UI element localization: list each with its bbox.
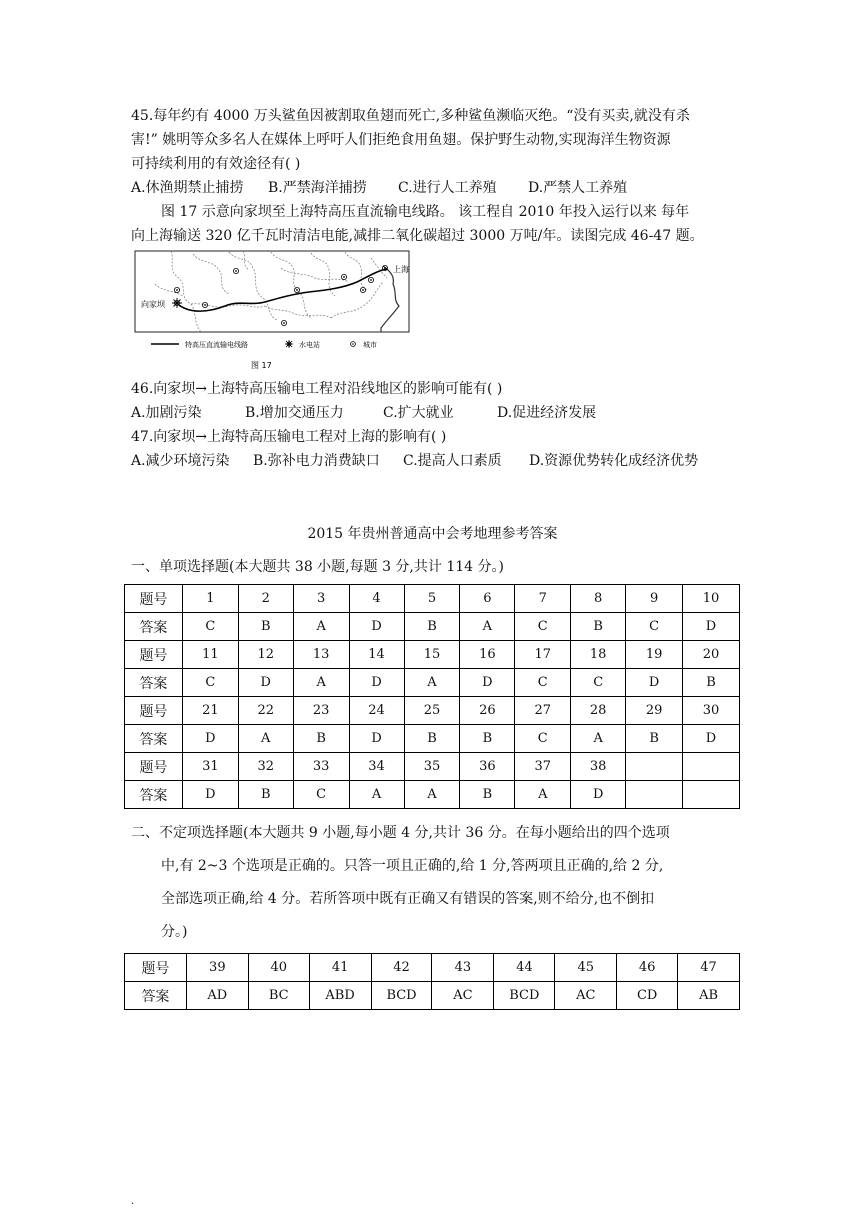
table-cell: 41: [309, 954, 371, 982]
table-cell: 45: [555, 954, 617, 982]
table-cell: [626, 753, 683, 781]
section2-line-3: 全部选项正确,给 4 分。若所答项中既有正确又有错误的答案,则不给分,也不倒扣: [161, 891, 655, 907]
table-cell: C: [515, 613, 571, 641]
table-cell: 19: [626, 641, 683, 669]
table-cell: 2: [238, 585, 293, 613]
label-shanghai: 上海: [393, 265, 409, 274]
table-cell: 34: [349, 753, 404, 781]
q45-option-d: D.严禁人工养殖: [528, 180, 628, 196]
table-cell: 5: [404, 585, 460, 613]
q45-option-b: B.严禁海洋捕捞: [268, 180, 367, 196]
table-cell: [626, 781, 683, 809]
city-markers: [174, 265, 387, 325]
table-cell: 24: [349, 697, 404, 725]
table-cell: B: [404, 613, 460, 641]
section1-table-body: [125, 585, 740, 809]
table-cell: AC: [555, 982, 617, 1010]
table-cell: A: [571, 725, 626, 753]
table-cell: 18: [571, 641, 626, 669]
table-cell: 25: [404, 697, 460, 725]
section2-instructions: [131, 817, 746, 949]
table-cell: A: [238, 725, 293, 753]
section2-line-4: 分。): [161, 924, 188, 940]
table-cell: C: [515, 725, 571, 753]
intro-line-1: 图 17 示意向家坝至上海特高压直流输电线路。 该工程自 2010 年投入运行以来 每年: [161, 204, 690, 220]
table-cell: 42: [371, 954, 432, 982]
q46-options: [131, 403, 596, 423]
table-cell: 11: [182, 641, 238, 669]
section1-heading: 一、单项选择题(本大题共 38 小题,每题 3 分,共计 114 分。): [131, 559, 504, 575]
table-cell: B: [571, 613, 626, 641]
table-cell: 27: [515, 697, 571, 725]
table-cell: [683, 781, 740, 809]
table-cell: 31: [182, 753, 238, 781]
city-icon: [368, 277, 373, 282]
province-borders: [155, 251, 387, 332]
answer-key-title: 2015 年贵州普通高中会考地理参考答案: [307, 526, 558, 542]
table-cell: 38: [571, 753, 626, 781]
table-cell: 6: [460, 585, 515, 613]
table-cell: 10: [683, 585, 740, 613]
table-cell: AC: [432, 982, 494, 1010]
q45-options: [131, 178, 627, 198]
table-cell: 7: [515, 585, 571, 613]
q46-option-d: D.促进经济发展: [497, 405, 597, 421]
answer-row: [125, 781, 740, 809]
table-cell: ABD: [309, 982, 371, 1010]
figure-17-map: [131, 248, 413, 372]
table-cell: 12: [238, 641, 293, 669]
table-cell: B: [293, 725, 349, 753]
city-icon: [294, 287, 299, 292]
label-xiangjiaba: 向家坝: [141, 300, 165, 309]
answer-row: [125, 725, 740, 753]
table-cell: CD: [617, 982, 678, 1010]
table-cell: A: [404, 669, 460, 697]
table-cell: 30: [683, 697, 740, 725]
table-cell: 23: [293, 697, 349, 725]
question-number-row: [125, 954, 740, 982]
table-cell: 46: [617, 954, 678, 982]
table-cell: D: [349, 613, 404, 641]
row-label: 答案: [125, 613, 183, 641]
q45-line-3: 可持续利用的有效途径有( ): [131, 156, 301, 172]
table-cell: 32: [238, 753, 293, 781]
table-cell: [683, 753, 740, 781]
table-cell: 44: [494, 954, 555, 982]
table-cell: C: [571, 669, 626, 697]
table-cell: 21: [182, 697, 238, 725]
q47-option-c: C.提高人口素质: [403, 453, 502, 469]
table-cell: C: [293, 781, 349, 809]
answer-row: [125, 982, 740, 1010]
table-cell: A: [293, 669, 349, 697]
table-cell: 47: [678, 954, 740, 982]
table-cell: D: [182, 725, 238, 753]
question-number-row: [125, 697, 740, 725]
city-icon: [281, 320, 286, 325]
table-cell: A: [460, 613, 515, 641]
hydro-station-icon: [172, 298, 182, 308]
q47-stem: 47.向家坝→上海特高压输电工程对上海的影响有( ): [131, 429, 447, 445]
map-frame: [135, 251, 409, 332]
row-label: 题号: [125, 954, 187, 982]
table-cell: 37: [515, 753, 571, 781]
table-cell: 17: [515, 641, 571, 669]
table-cell: C: [515, 669, 571, 697]
q46-stem: 46.向家坝→上海特高压输电工程对沿线地区的影响可能有( ): [131, 381, 503, 397]
footer-dot: .: [131, 1196, 135, 1207]
section2-line-1: 二、不定项选择题(本大题共 9 小题,每小题 4 分,共计 36 分。在每小题给出的四个选项: [131, 825, 670, 841]
section2-line-2: 中,有 2~3 个选项是正确的。只答一项且正确的,给 1 分,答两项且正确的,给 2 分,: [161, 858, 664, 874]
table-cell: A: [293, 613, 349, 641]
q47-option-b: B.弥补电力消费缺口: [253, 453, 380, 469]
table-cell: B: [460, 781, 515, 809]
city-icon: [341, 274, 346, 279]
section2-table-body: [125, 954, 740, 1010]
table-cell: 33: [293, 753, 349, 781]
question-number-row: [125, 753, 740, 781]
table-cell: D: [182, 781, 238, 809]
table-cell: 35: [404, 753, 460, 781]
table-cell: D: [683, 613, 740, 641]
table-cell: 29: [626, 697, 683, 725]
table-cell: AD: [186, 982, 248, 1010]
q47-options: [131, 451, 698, 471]
q45-option-a: A.休渔期禁止捕捞: [131, 180, 244, 196]
table-cell: B: [238, 613, 293, 641]
q46-option-a: A.加剧污染: [131, 405, 202, 421]
section2-answer-table: [124, 953, 740, 1010]
q46-option-c: C.扩大就业: [383, 405, 454, 421]
table-cell: D: [460, 669, 515, 697]
table-cell: 15: [404, 641, 460, 669]
table-cell: 9: [626, 585, 683, 613]
table-cell: 43: [432, 954, 494, 982]
table-cell: B: [626, 725, 683, 753]
answer-row: [125, 613, 740, 641]
section1-answer-table: [124, 584, 740, 809]
legend-hydro-label: 水电站: [299, 341, 320, 349]
table-cell: A: [349, 781, 404, 809]
table-cell: 39: [186, 954, 248, 982]
table-cell: B: [683, 669, 740, 697]
table-cell: BCD: [494, 982, 555, 1010]
table-cell: D: [571, 781, 626, 809]
table-cell: B: [238, 781, 293, 809]
figure-caption: 图 17: [251, 361, 272, 370]
table-cell: B: [460, 725, 515, 753]
row-label: 答案: [125, 725, 183, 753]
row-label: 题号: [125, 585, 183, 613]
table-cell: 16: [460, 641, 515, 669]
table-cell: 26: [460, 697, 515, 725]
q46-option-b: B.增加交通压力: [245, 405, 344, 421]
table-cell: 20: [683, 641, 740, 669]
table-cell: D: [238, 669, 293, 697]
answer-row: [125, 669, 740, 697]
legend-line-label: 特高压直流输电线路: [185, 341, 248, 349]
legend-hydro-icon: [285, 340, 293, 348]
row-label: 题号: [125, 753, 183, 781]
row-label: 答案: [125, 669, 183, 697]
city-icon: [360, 287, 365, 292]
table-cell: BC: [248, 982, 309, 1010]
table-cell: 28: [571, 697, 626, 725]
table-cell: 4: [349, 585, 404, 613]
table-cell: AB: [678, 982, 740, 1010]
table-cell: D: [349, 669, 404, 697]
table-cell: A: [404, 781, 460, 809]
question-number-row: [125, 641, 740, 669]
table-cell: 40: [248, 954, 309, 982]
table-cell: D: [349, 725, 404, 753]
row-label: 答案: [125, 982, 187, 1010]
q45-line-2: 害!” 姚明等众多名人在媒体上呼吁人们拒绝食用鱼翅。保护野生动物,实现海洋生物资源: [131, 132, 671, 148]
city-icon: [233, 268, 238, 273]
city-icon: [174, 287, 179, 292]
legend-city-icon: [351, 342, 356, 347]
table-cell: C: [182, 613, 238, 641]
table-cell: A: [515, 781, 571, 809]
intro-line-2: 向上海输送 320 亿千瓦时清洁电能,减排二氧化碳超过 3000 万吨/年。读图完成 46-47 题。: [131, 228, 704, 244]
q45-line-1: 45.每年约有 4000 万头鲨鱼因被割取鱼翅而死亡,多种鲨鱼濒临灭绝。“没有买卖,就没有杀: [131, 108, 690, 124]
legend-city-label: 城市: [363, 341, 377, 349]
row-label: 题号: [125, 641, 183, 669]
q45-option-c: C.进行人工养殖: [398, 180, 497, 196]
table-cell: 8: [571, 585, 626, 613]
uhv-transmission-line: [179, 269, 387, 311]
table-cell: 1: [182, 585, 238, 613]
q47-option-d: D.资源优势转化成经济优势: [529, 453, 699, 469]
table-cell: C: [182, 669, 238, 697]
table-cell: 3: [293, 585, 349, 613]
table-cell: BCD: [371, 982, 432, 1010]
row-label: 题号: [125, 697, 183, 725]
row-label: 答案: [125, 781, 183, 809]
coastline: [381, 266, 399, 332]
question-number-row: [125, 585, 740, 613]
table-cell: 22: [238, 697, 293, 725]
table-cell: 14: [349, 641, 404, 669]
table-cell: C: [626, 613, 683, 641]
table-cell: D: [626, 669, 683, 697]
table-cell: 36: [460, 753, 515, 781]
q47-option-a: A.减少环境污染: [131, 453, 230, 469]
table-cell: 13: [293, 641, 349, 669]
table-cell: B: [404, 725, 460, 753]
table-cell: D: [683, 725, 740, 753]
